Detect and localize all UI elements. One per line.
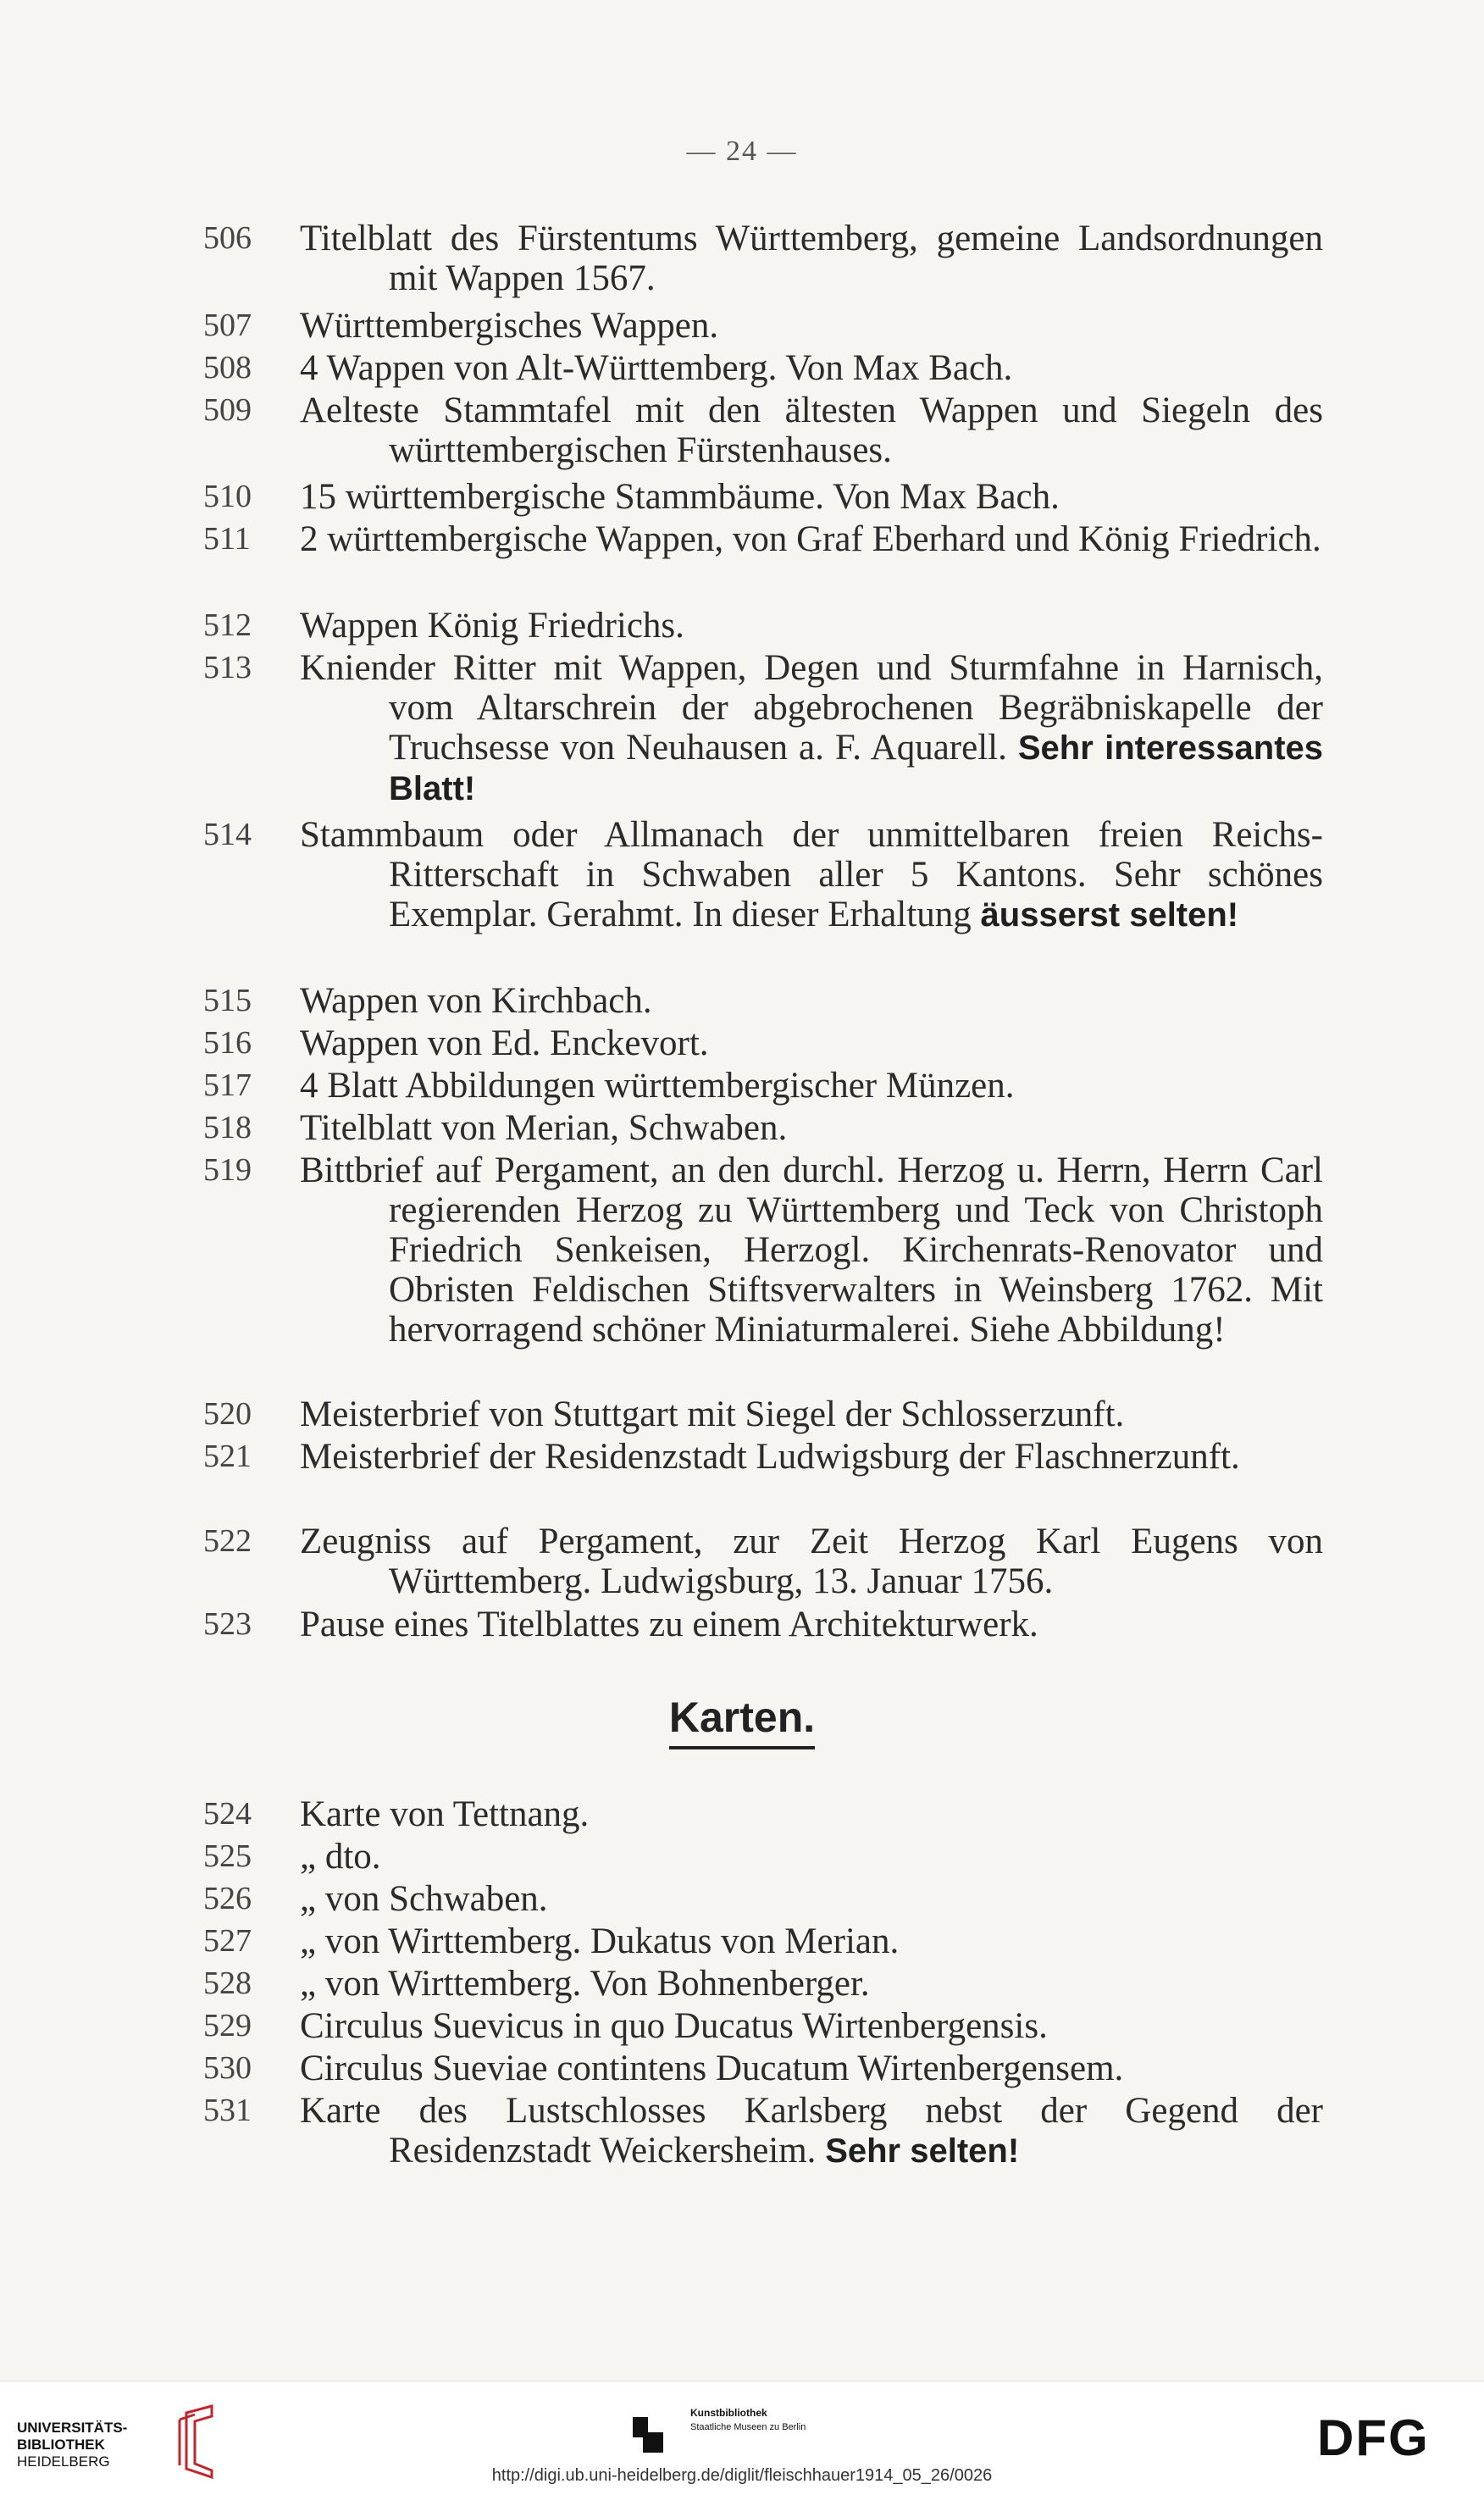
entry-number: 528 xyxy=(203,1966,252,2001)
entry-number: 513 xyxy=(203,650,252,685)
emphasis-text: Sehr interessantes Blatt! xyxy=(389,729,1324,807)
entry-text: 2 württembergische Wappen, von Graf Eberhard und König Friedrich. xyxy=(300,519,1321,559)
emphasis-text: äusserst selten! xyxy=(980,896,1239,934)
entry-number: 522 xyxy=(203,1523,252,1559)
entry-number: 521 xyxy=(203,1439,252,1474)
entry-text: Circulus Sueviae contintens Ducatum Wirtenbergensem. xyxy=(300,2049,1124,2088)
entry-number: 519 xyxy=(203,1152,252,1188)
entry-text-main: Stammbaum oder Allmanach der unmittelbaren freien Reichs-Ritterschaft in Schwaben aller 5 Kantons. Sehr schönes Exemplar. Gerahmt. In dieser Erhaltung xyxy=(300,815,1323,934)
kunstbibliothek-name: Kunstbibliothek xyxy=(690,2407,767,2419)
entry-text: Wappen von Ed. Enckevort. xyxy=(300,1023,709,1063)
dfg-logo[interactable]: DFG xyxy=(1317,2409,1430,2466)
entry-number: 527 xyxy=(203,1923,252,1959)
entry-number: 523 xyxy=(203,1606,252,1642)
entry-number: 507 xyxy=(203,308,252,343)
page-number: — 24 — xyxy=(686,136,798,167)
entry-text: Meisterbrief der Residenzstadt Ludwigsburg der Flaschnerzunft. xyxy=(300,1437,1240,1477)
section-heading-text: Karten. xyxy=(669,1694,815,1749)
entry-text xyxy=(300,815,1323,935)
entry-text: „ von Schwaben. xyxy=(300,1879,548,1919)
entry-number: 524 xyxy=(203,1796,252,1832)
entry-text: Circulus Suevicus in quo Ducatus Wirtenbergensis. xyxy=(300,2006,1048,2046)
logo-line: BIBLIOTHEK xyxy=(17,2437,105,2453)
entry-number: 516 xyxy=(203,1025,252,1061)
entry-text-main: Karte des Lustschlosses Karlsberg nebst der Gegend der Residenzstadt Weickersheim. xyxy=(300,2091,1323,2171)
entry-number: 525 xyxy=(203,1838,252,1874)
logo-line: UNIVERSITÄTS- xyxy=(17,2420,128,2436)
entry-text: 4 Blatt Abbildungen württembergischer Münzen. xyxy=(300,1066,1015,1106)
entry-text: Zeugniss auf Pergament, zur Zeit Herzog Karl Eugens von Württemberg. Ludwigsburg, 13. Januar 1756. xyxy=(300,1522,1323,1601)
entry-text: 15 württembergische Stammbäume. Von Max Bach. xyxy=(300,477,1060,517)
entry-text: „ von Wirttemberg. Dukatus von Merian. xyxy=(300,1921,900,1961)
entry-text: Württembergisches Wappen. xyxy=(300,306,719,346)
entry-number: 526 xyxy=(203,1881,252,1916)
entry-text xyxy=(300,648,1323,809)
entry-text: 4 Wappen von Alt-Württemberg. Von Max Bach. xyxy=(300,348,1013,388)
entry-number: 530 xyxy=(203,2050,252,2086)
logo-line: HEIDELBERG xyxy=(17,2453,110,2470)
entry-number: 520 xyxy=(203,1396,252,1432)
entry-number: 517 xyxy=(203,1067,252,1103)
entry-number: 514 xyxy=(203,817,252,852)
entry-text xyxy=(300,2091,1323,2171)
entry-text: Wappen König Friedrichs. xyxy=(300,606,684,646)
permalink-url[interactable]: http://digi.ub.uni-heidelberg.de/diglit/fleischhauer1914_05_26/0026 xyxy=(491,2466,993,2485)
entry-number: 512 xyxy=(203,607,252,643)
kunstbibliothek-subtitle: Staatliche Museen zu Berlin xyxy=(690,2422,806,2432)
section-heading xyxy=(0,1693,1484,1742)
entry-text: Karte von Tettnang. xyxy=(300,1794,590,1834)
entry-number: 531 xyxy=(203,2093,252,2128)
entry-number: 509 xyxy=(203,392,252,428)
entry-number: 511 xyxy=(203,521,251,557)
entry-text: Wappen von Kirchbach. xyxy=(300,981,652,1021)
footer-bar xyxy=(0,2381,1484,2495)
entry-number: 508 xyxy=(203,350,252,385)
entry-text-main: Kniender Ritter mit Wappen, Degen und Sturmfahne in Harnisch, vom Altarschrein der abgebrochenen Begräbniskapelle der Truchsesse von Neuhausen a. F. Aquarell. xyxy=(300,648,1323,768)
entry-text: Titelblatt des Fürstentums Württemberg, gemeine Landsordnungen mit Wappen 1567. xyxy=(300,219,1323,298)
entry-text: Titelblatt von Merian, Schwaben. xyxy=(300,1108,788,1148)
entry-text: Aelteste Stammtafel mit den ältesten Wappen und Siegeln des württembergischen Fürstenhauses. xyxy=(300,391,1323,470)
emphasis-text: Sehr selten! xyxy=(825,2132,1020,2170)
entry-number: 506 xyxy=(203,220,252,256)
entry-text: Pause eines Titelblattes zu einem Architekturwerk. xyxy=(300,1605,1038,1644)
entry-number: 515 xyxy=(203,983,252,1018)
kunstbibliothek-mark-icon xyxy=(631,2415,665,2454)
entry-text: Meisterbrief von Stuttgart mit Siegel der Schlosserzunft. xyxy=(300,1394,1125,1434)
entry-text: „ dto. xyxy=(300,1837,381,1877)
entry-number: 529 xyxy=(203,2008,252,2043)
entry-number: 510 xyxy=(203,479,252,514)
entry-text: „ von Wirttemberg. Von Bohnenberger. xyxy=(300,1964,870,2004)
entry-text: Bittbrief auf Pergament, an den durchl. Herzog u. Herrn, Herrn Carl regierenden Herzog zu Württemberg und Teck von Christoph Friedrich Senkeisen, Herzogl. Kirchenrats-Renovator und Obristen Feldischen Stiftsverwalters in Weinsberg 1762. Mit hervorragend schöner Miniaturmalerei. Siehe Abbildung! xyxy=(300,1150,1323,1350)
entry-number: 518 xyxy=(203,1110,252,1145)
